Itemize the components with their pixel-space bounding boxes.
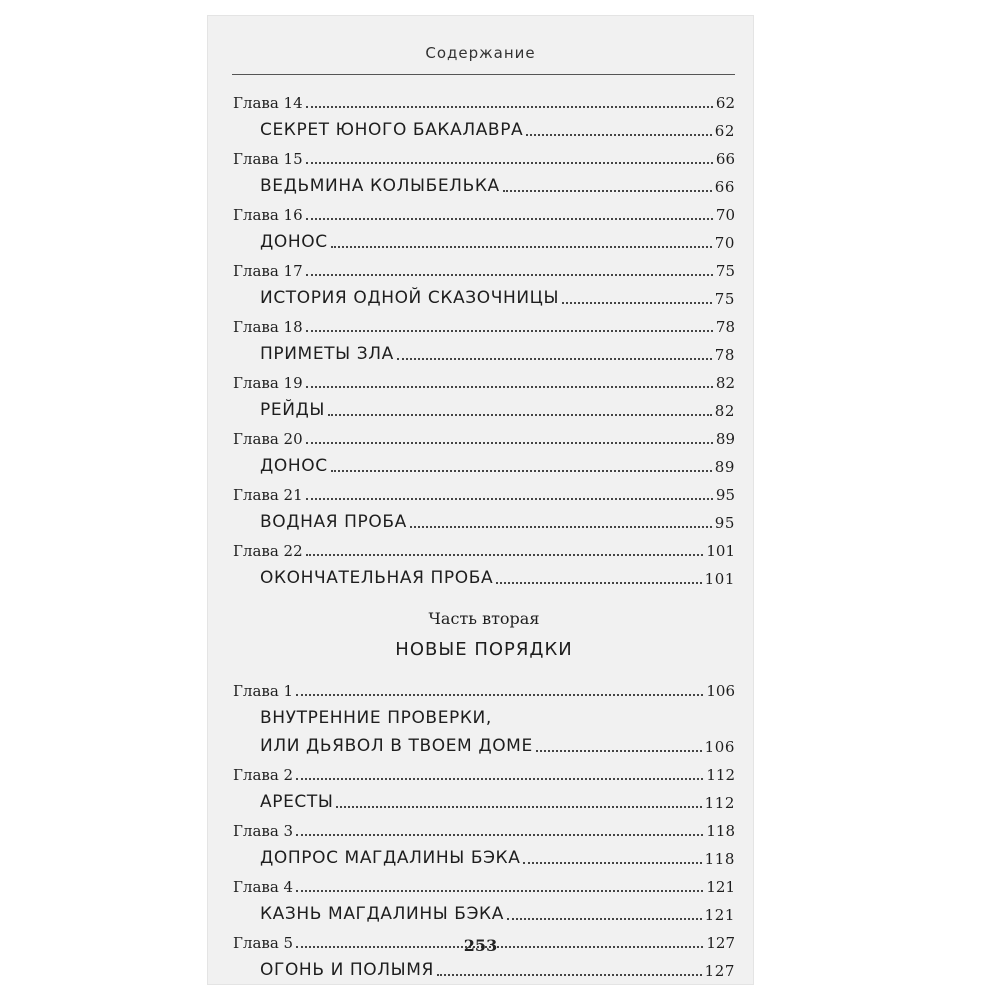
- toc-page-number: 62: [715, 94, 735, 112]
- toc-page-number: 66: [715, 150, 735, 168]
- toc-title-row: [233, 952, 735, 980]
- toc-page-number: 118: [706, 822, 735, 840]
- toc-title-row: [233, 448, 735, 476]
- chapter-title: КАЗНЬ МАГДАЛИНЫ БЭКА: [260, 904, 504, 924]
- chapter-label: Глава 16: [233, 206, 303, 224]
- chapter-label: Глава 5: [233, 934, 294, 952]
- chapter-title: СЕКРЕТ ЮНОГО БАКАЛАВРА: [260, 120, 524, 140]
- toc-page-number: 70: [715, 206, 735, 224]
- toc-chapter-row: [233, 672, 735, 700]
- toc-chapter-row: [233, 252, 735, 280]
- chapter-label: Глава 4: [233, 878, 294, 896]
- toc-title-row: [233, 280, 735, 308]
- chapter-title: ДОНОС: [260, 232, 328, 252]
- dot-leader: [296, 694, 703, 696]
- dot-leader: [306, 498, 713, 500]
- toc-page-number: 95: [714, 514, 735, 532]
- toc-title-row: [233, 784, 735, 812]
- toc-page-number: 106: [704, 738, 735, 756]
- dot-leader: [306, 106, 713, 108]
- dot-leader: [331, 246, 712, 248]
- header-rule: [232, 74, 735, 75]
- dot-leader: [526, 134, 711, 136]
- toc-title-row: [233, 700, 735, 728]
- chapter-title: ИСТОРИЯ ОДНОЙ СКАЗОЧНИЦЫ: [260, 288, 560, 308]
- dot-leader: [397, 358, 712, 360]
- chapter-label: Глава 20: [233, 430, 303, 448]
- toc-part-two: [233, 672, 735, 980]
- toc-page-number: 75: [715, 262, 735, 280]
- toc-page-number: 89: [714, 458, 735, 476]
- toc-title-row: [233, 336, 735, 364]
- toc-chapter-row: [233, 196, 735, 224]
- dot-leader: [296, 778, 703, 780]
- toc-chapter-row: [233, 868, 735, 896]
- toc-page-number: 121: [706, 878, 735, 896]
- dot-leader: [306, 162, 713, 164]
- dot-leader: [496, 582, 701, 584]
- toc-page-number: 127: [706, 934, 735, 952]
- chapter-title: ДОНОС: [260, 456, 328, 476]
- toc-page-number: 95: [715, 486, 735, 504]
- chapter-title: ДОПРОС МАГДАЛИНЫ БЭКА: [260, 848, 521, 868]
- toc-title-row: [233, 504, 735, 532]
- toc-chapter-row: [233, 420, 735, 448]
- toc-title-row: [233, 112, 735, 140]
- chapter-label: Глава 1: [233, 682, 294, 700]
- toc-title-row: [233, 168, 735, 196]
- part-label: Часть вторая: [428, 609, 540, 628]
- chapter-label: Глава 15: [233, 150, 303, 168]
- toc-page-number: 112: [706, 766, 735, 784]
- toc-page-number: 82: [715, 374, 735, 392]
- chapter-label: Глава 22: [233, 542, 303, 560]
- chapter-label: Глава 19: [233, 374, 303, 392]
- toc-page-number: 89: [715, 430, 735, 448]
- dot-leader: [296, 890, 703, 892]
- toc-page-number: 78: [714, 346, 735, 364]
- chapter-label: Глава 17: [233, 262, 303, 280]
- dot-leader: [562, 302, 712, 304]
- toc-page-number: 70: [714, 234, 735, 252]
- toc-chapter-row: [233, 532, 735, 560]
- toc-page-number: 118: [704, 850, 735, 868]
- toc-page-number: 127: [704, 962, 735, 980]
- dot-leader: [507, 918, 702, 920]
- toc-chapter-row: [233, 308, 735, 336]
- toc-title-row: [233, 728, 735, 756]
- chapter-title: ИЛИ ДЬЯВОЛ В ТВОЕМ ДОМЕ: [260, 736, 533, 756]
- toc-page-number: 66: [714, 178, 735, 196]
- dot-leader: [328, 414, 712, 416]
- dot-leader: [437, 974, 702, 976]
- dot-leader: [306, 386, 713, 388]
- dot-leader: [503, 190, 712, 192]
- chapter-title: АРЕСТЫ: [260, 792, 334, 812]
- toc-chapter-row: [233, 84, 735, 112]
- toc-page-number: 101: [704, 570, 735, 588]
- toc-chapter-row: [233, 812, 735, 840]
- toc-page-number: 62: [714, 122, 735, 140]
- table-of-contents: [233, 84, 735, 980]
- chapter-title: ПРИМЕТЫ ЗЛА: [260, 344, 394, 364]
- toc-chapter-row: [233, 476, 735, 504]
- dot-leader: [306, 330, 713, 332]
- chapter-title: ВЕДЬМИНА КОЛЫБЕЛЬКА: [260, 176, 500, 196]
- dot-leader: [536, 750, 702, 752]
- toc-page-number: 106: [706, 682, 735, 700]
- dot-leader: [306, 218, 713, 220]
- toc-chapter-row: [233, 140, 735, 168]
- toc-page-number: 78: [715, 318, 735, 336]
- dot-leader: [306, 442, 713, 444]
- dot-leader: [296, 834, 703, 836]
- toc-part-one: [233, 84, 735, 588]
- toc-title-row: [233, 560, 735, 588]
- page-number: 253: [463, 936, 498, 955]
- chapter-title: ОГОНЬ И ПОЛЫМЯ: [260, 960, 434, 980]
- chapter-label: Глава 3: [233, 822, 294, 840]
- chapter-label: Глава 18: [233, 318, 303, 336]
- toc-page-number: 101: [706, 542, 735, 560]
- page-header: Содержание: [425, 44, 536, 62]
- dot-leader: [523, 862, 701, 864]
- toc-page-number: 121: [704, 906, 735, 924]
- dot-leader: [336, 806, 701, 808]
- chapter-title: ОКОНЧАТЕЛЬНАЯ ПРОБА: [260, 568, 494, 588]
- toc-page-number: 112: [704, 794, 735, 812]
- part-title: НОВЫЕ ПОРЯДКИ: [395, 639, 573, 660]
- book-page: [208, 16, 753, 984]
- toc-page-number: 75: [714, 290, 735, 308]
- dot-leader: [410, 526, 712, 528]
- dot-leader: [306, 274, 713, 276]
- dot-leader: [306, 554, 704, 556]
- dot-leader: [331, 470, 712, 472]
- toc-chapter-row: [233, 756, 735, 784]
- toc-title-row: [233, 392, 735, 420]
- chapter-label: Глава 14: [233, 94, 303, 112]
- toc-title-row: [233, 840, 735, 868]
- toc-page-number: 82: [714, 402, 735, 420]
- chapter-title: ВОДНАЯ ПРОБА: [260, 512, 407, 532]
- toc-chapter-row: [233, 364, 735, 392]
- chapter-label: Глава 2: [233, 766, 294, 784]
- chapter-title: ВНУТРЕННИЕ ПРОВЕРКИ,: [260, 708, 492, 728]
- toc-title-row: [233, 896, 735, 924]
- toc-title-row: [233, 224, 735, 252]
- chapter-title: РЕЙДЫ: [260, 400, 325, 420]
- chapter-label: Глава 21: [233, 486, 303, 504]
